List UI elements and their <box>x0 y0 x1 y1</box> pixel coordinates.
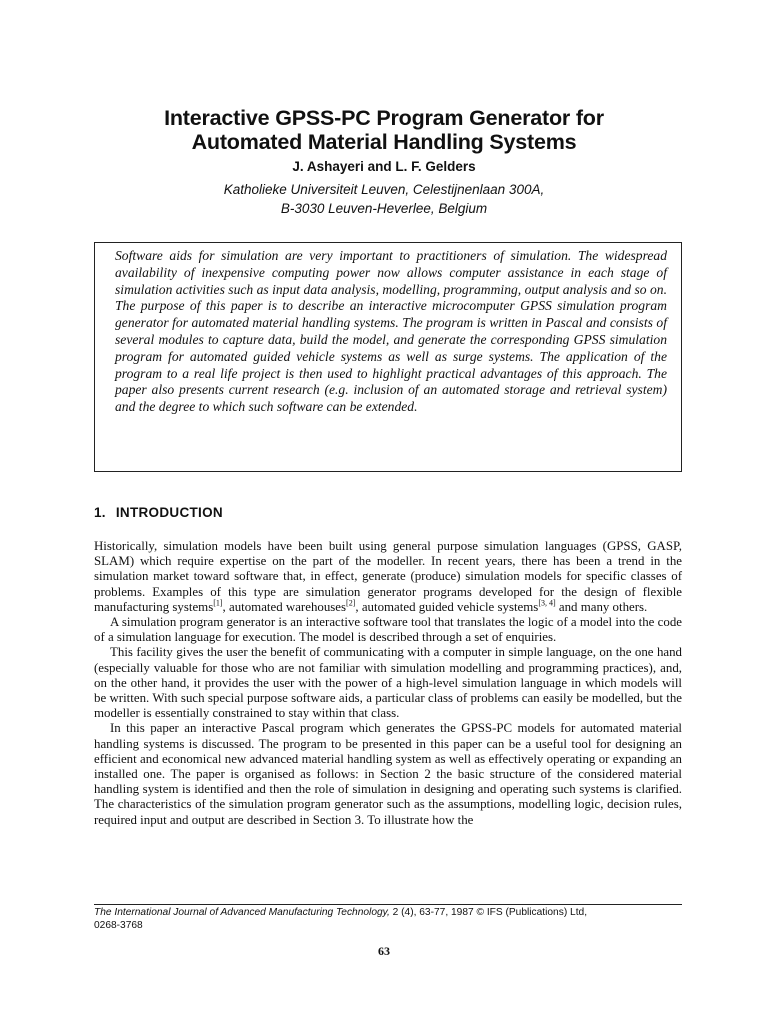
body-text <box>94 539 682 828</box>
affiliation-line-2: B-3030 Leuven-Heverlee, Belgium <box>280 201 488 216</box>
journal-citation: 2 (4), 63-77, 1987 © IFS (Publications) Ltd, <box>389 907 588 918</box>
reference-1[interactable]: [1] <box>213 598 223 608</box>
section-number: 1. <box>94 505 106 520</box>
paper-authors: J. Ashayeri and L. F. Gelders <box>292 159 476 174</box>
paragraph-1 <box>94 539 682 615</box>
paragraph-1-text-d: and many others. <box>555 599 648 614</box>
affiliation-line-1: Katholieke Universiteit Leuven, Celestijnenlaan 300A, <box>223 182 545 197</box>
paper-title <box>60 106 708 154</box>
section-title: INTRODUCTION <box>115 505 223 520</box>
paper-title-line-2: Automated Material Handling Systems <box>191 130 577 154</box>
footer-rule <box>94 904 682 905</box>
paragraph-1-text-b: , automated warehouses <box>222 599 347 614</box>
reference-3-4[interactable]: [3, 4] <box>538 598 556 608</box>
author-affiliation <box>60 180 708 218</box>
paragraph-4: In this paper an interactive Pascal program which generates the GPSS-PC models for automated material handling systems is discussed. The program to be presented in this paper can be a useful tool for designing an efficient and economical new advanced material handling system as well as effectively operating or expanding an installed one. The paper is organised as follows: in Section 2 the basic structure of the considered material handling system is identified and then the role of simulation in designing and operating such systems is clarified. The characteristics of the simulation program generator such as the assumptions, modelling logic, decision rules, required input and output are described in Section 3. To illustrate how the <box>94 721 682 827</box>
paragraph-1-text-a: Historically, simulation models have been built using general purpose simulation languages (GPSS, GASP, SLAM) which require expertise on the part of the modeller. In recent years, there has been a trend in the simulation market toward software that, in effect, generate (produce) simulation models for specific classes of problems. Examples of this type are simulation generator programs developed for the design of flexible manufacturing systems <box>94 539 682 614</box>
reference-2[interactable]: [2] <box>346 598 356 608</box>
paragraph-1-text-c: , automated guided vehicle systems <box>355 599 539 614</box>
paragraph-2: A simulation program generator is an interactive software tool that translates the logic of a model into the code of a simulation language for execution. The model is described through a set of enquiries. <box>94 615 682 645</box>
page-number: 63 <box>378 944 390 958</box>
journal-issn: 0268-3768 <box>94 919 143 931</box>
section-heading <box>94 505 223 520</box>
paper-title-line-1: Interactive GPSS-PC Program Generator for <box>164 106 604 130</box>
abstract-text: Software aids for simulation are very important to practitioners of simulation. The widespread availability of inexpensive computing power now allows computer assistance in each stage of simulation activities such as input data analysis, modelling, programming, output analysis and so on. The purpose of this paper is to describe an interactive microcomputer GPSS simulation program generator for automated material handling systems. The program is written in Pascal and consists of several modules to capture data, build the model, and generate the corresponding GPSS simulation program for automated guided vehicle systems as well as surge systems. The application of the program to a real life project is then used to highlight practical advantages of this approach. The paper also presents current research (e.g. inclusion of an automated storage and retrieval system) and the degree to which such software can be extended. <box>115 248 667 415</box>
journal-name: The International Journal of Advanced Manufacturing Technology, <box>94 907 390 918</box>
footer-citation <box>94 907 694 932</box>
paragraph-3: This facility gives the user the benefit of communicating with a computer in simple language, on the one hand (especially valuable for those who are not familiar with simulation modelling and programming practices), and, on the other hand, it provides the user with the power of a high-level simulation language in which models will be written. With such special purpose software aids, a particular class of problems can easily be modelled, but the modeller is essentially constrained to stay within that class. <box>94 645 682 721</box>
